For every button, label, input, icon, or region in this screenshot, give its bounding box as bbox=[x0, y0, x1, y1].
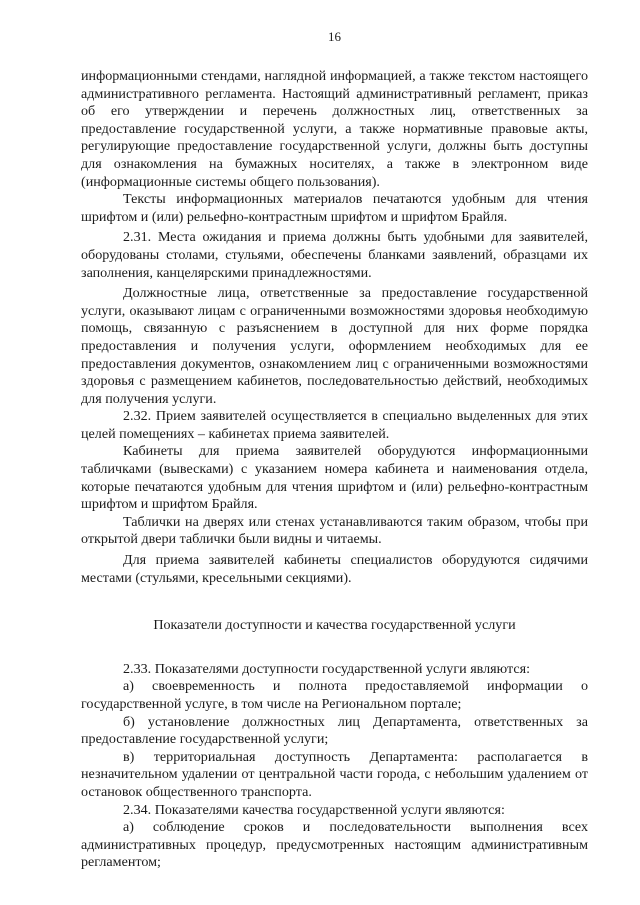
list-item-a-quality: а) соблюдение сроков и последовательности выполнения всех административных процедур, предусмотренных настоящим административным регламентом; bbox=[81, 819, 588, 871]
list-item-a-availability: а) своевременность и полнота предоставляемой информации о государственной услуге, в том числе на Региональном портале; bbox=[81, 678, 588, 712]
paragraph-braille-fonts: Тексты информационных материалов печатаются удобным для чтения шрифтом и (или) рельефно-контрастным шрифтом и шрифтом Брайля. bbox=[81, 191, 588, 225]
list-item-c-availability: в) территориальная доступность Департамента: располагается в незначительном удалении от центральной части города, с небольшим удалением от остановок общественного транспорта. bbox=[81, 748, 588, 800]
paragraph-2-31: 2.31. Места ожидания и приема должны быть удобными для заявителей, оборудованы столами, стульями, обеспечены бланками заявлений, образцами их заполнения, канцелярскими принадлежностями. bbox=[81, 229, 588, 281]
paragraph-2-32: 2.32. Прием заявителей осуществляется в специально выделенных для этих целей помещениях – кабинетах приема заявителей. bbox=[81, 408, 588, 442]
paragraph-2-33: 2.33. Показателями доступности государственной услуги являются: bbox=[123, 660, 530, 677]
paragraph-door-signs: Таблички на дверях или стенах устанавливаются таким образом, чтобы при открытой двери таблички были видны и читаемы. bbox=[81, 513, 588, 548]
paragraph-seating: Для приема заявителей кабинеты специалистов оборудуются сидячими местами (стульями, кресельными секциями). bbox=[81, 552, 588, 586]
page-number: 16 bbox=[328, 29, 341, 44]
list-item-b-availability: б) установление должностных лиц Департамента, ответственных за предоставление государственной услуги; bbox=[81, 713, 588, 748]
document-body bbox=[81, 68, 588, 872]
paragraph-cabinet-signs: Кабинеты для приема заявителей оборудуются информационными табличками (вывесками) с указанием номера кабинета и наименования отдела, которые печатаются удобным для чтения шрифтом и (или) рельефно-контрастным шрифтом и шрифтом Брайля. bbox=[81, 443, 588, 513]
paragraph-2-34: 2.34. Показателями качества государственной услуги являются: bbox=[123, 801, 505, 818]
paragraph-officials-assistance: Должностные лица, ответственные за предоставление государственной услуги, оказывают лицам с ограниченными возможностями здоровья необходимую помощь, связанную с разъяснением в доступной для них форме порядка предоставления и получения услуги, оформлением необходимых для ее предоставления документов, ознакомлением лиц с ограниченными возможностями здоровья с размещением кабинетов, последовательностью действий, необходимых для получения услуги. bbox=[81, 285, 588, 407]
section-heading: Показатели доступности и качества государственной услуги bbox=[153, 617, 516, 634]
paragraph-continuation: информационными стендами, наглядной информацией, а также текстом настоящего административного регламента. Настоящий административный регламент, приказ об его утверждении и перечень должностных лиц, ответственных за предоставление государственной услуги, а также нормативные правовые акты, регулирующие предоставление государственной услуги, должны быть доступны для ознакомления на бумажных носителях, а также в электронном виде (информационные системы общего пользования). bbox=[81, 68, 588, 190]
